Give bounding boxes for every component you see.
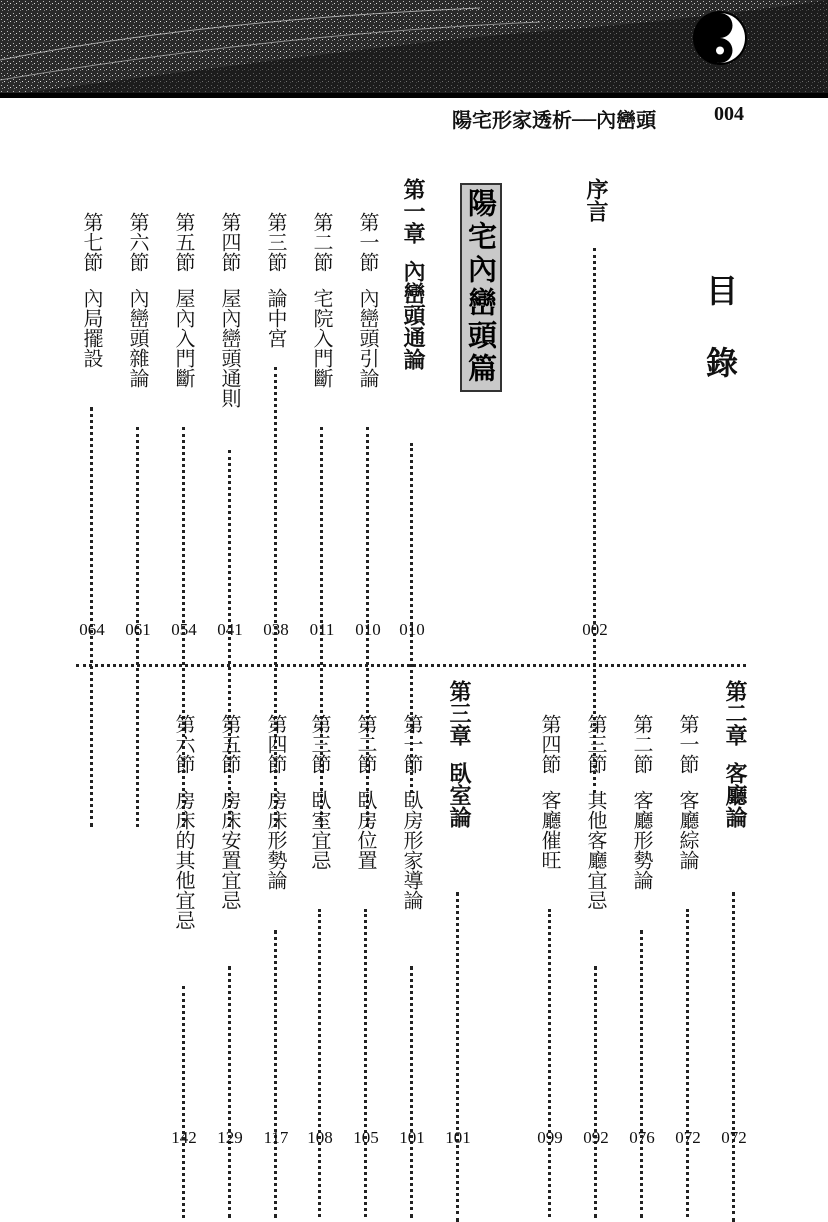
toc-entry-chapter: 第四節 — [264, 714, 288, 774]
toc-entry-chapter: 第一節 — [676, 714, 700, 774]
toc-entry-page: 061 — [125, 620, 151, 639]
toc-entry-title: 客廳論 — [722, 762, 747, 828]
toc-entry-title: 內巒頭引論 — [356, 288, 380, 388]
toc-entry-title: 屋內入門斷 — [172, 288, 196, 388]
dot-leader — [90, 407, 93, 827]
toc-entry-chapter: 第一章 — [400, 178, 425, 244]
toc-entry-page: 038 — [263, 620, 289, 639]
toc-entry-page: 076 — [629, 1128, 655, 1147]
toc-entry-chapter: 第三章 — [446, 680, 471, 746]
toc-entry-chapter: 第三節 — [308, 714, 332, 774]
toc-entry-page: 105 — [353, 1128, 379, 1147]
toc-entry-title: 序言 — [583, 178, 608, 222]
toc-entry-chapter: 第三節 — [584, 714, 608, 774]
toc-entry-title: 臥房位置 — [354, 790, 378, 870]
dot-leader — [686, 909, 689, 1217]
toc-entry-page: 142 — [171, 1128, 197, 1147]
toc-entry-title: 臥室宜忌 — [308, 790, 332, 870]
section-divider — [76, 664, 746, 667]
heading-char-1: 目 — [706, 272, 739, 310]
dot-leader — [274, 930, 277, 1218]
toc-entry-chapter: 第四節 — [538, 714, 562, 774]
toc-entry-chapter: 第五節 — [218, 714, 242, 774]
toc-entry-title: 論中宮 — [264, 288, 288, 348]
toc-entry-page: 064 — [79, 620, 105, 639]
toc-entry-page: 099 — [537, 1128, 563, 1147]
dot-leader — [228, 966, 231, 1218]
toc-entry-page: 117 — [263, 1128, 289, 1147]
toc-entry-chapter: 第七節 — [80, 212, 104, 272]
toc-entry-page: 041 — [217, 620, 243, 639]
toc-entry-chapter: 第二章 — [722, 680, 747, 746]
toc-entry-chapter: 第五節 — [172, 212, 196, 272]
dot-leader — [318, 909, 321, 1217]
toc-entry-title: 其他客廳宜忌 — [584, 790, 608, 910]
toc-entry-page: 101 — [399, 1128, 425, 1147]
part-title: 陽宅內巒頭篇 — [464, 188, 498, 386]
dot-leader — [640, 930, 643, 1218]
dot-leader — [182, 986, 185, 1218]
toc-entry-page: 092 — [583, 1128, 609, 1147]
dot-leader — [456, 892, 459, 1222]
toc-entry-chapter: 第六節 — [126, 212, 150, 272]
toc-entry-title: 內局擺設 — [80, 288, 104, 368]
toc-entry-page: 010 — [355, 620, 381, 639]
toc-entry-title: 房床安置宜忌 — [218, 790, 242, 910]
toc-entry-chapter: 第二節 — [310, 212, 334, 272]
yin-yang-icon — [693, 11, 747, 65]
toc-entry-page: 054 — [171, 620, 197, 639]
dot-leader — [364, 909, 367, 1217]
toc-entry-title: 房床的其他宜忌 — [172, 790, 196, 930]
toc-entry-page: 002 — [582, 620, 608, 639]
toc-entry-chapter: 第一節 — [356, 212, 380, 272]
toc-entry-page: 129 — [217, 1128, 243, 1147]
toc-entry-title: 客廳綜論 — [676, 790, 700, 870]
toc-entry-title: 內巒頭雜論 — [126, 288, 150, 388]
toc-entry-title: 房床形勢論 — [264, 790, 288, 890]
toc-entry-title: 臥房形家導論 — [400, 790, 424, 910]
toc-entry-page: 101 — [445, 1128, 471, 1147]
header-title: 陽宅形家透析──內巒頭 — [452, 108, 657, 132]
heading-char-2: 錄 — [706, 344, 739, 382]
toc-entry-chapter: 第一節 — [400, 714, 424, 774]
toc-entry-chapter: 第六節 — [172, 714, 196, 774]
toc-entry-page: 072 — [721, 1128, 747, 1147]
dot-leader — [548, 909, 551, 1217]
toc-entry-title: 宅院入門斷 — [310, 288, 334, 388]
toc-entry-page: 010 — [399, 620, 425, 639]
toc-entry-page: 072 — [675, 1128, 701, 1147]
dot-leader — [593, 248, 596, 793]
toc-entry-chapter: 第二節 — [630, 714, 654, 774]
toc-entry-title: 客廳形勢論 — [630, 790, 654, 890]
toc-entry-chapter: 第三節 — [264, 212, 288, 272]
toc-entry-title: 內巒頭通論 — [400, 260, 425, 370]
toc-entry-page: 011 — [309, 620, 335, 639]
toc-entry-chapter: 第四節 — [218, 212, 242, 272]
header-banner — [0, 0, 828, 100]
dot-leader — [732, 892, 735, 1222]
header-page-number: 004 — [714, 103, 744, 125]
dot-leader — [594, 966, 597, 1218]
toc-entry-title: 屋內巒頭通則 — [218, 288, 242, 408]
dot-leader — [410, 966, 413, 1218]
toc-entry-chapter: 第二節 — [354, 714, 378, 774]
toc-entry-title: 臥室論 — [446, 762, 471, 828]
toc-entry-page: 108 — [307, 1128, 333, 1147]
toc-entry-title: 客廳催旺 — [538, 790, 562, 870]
